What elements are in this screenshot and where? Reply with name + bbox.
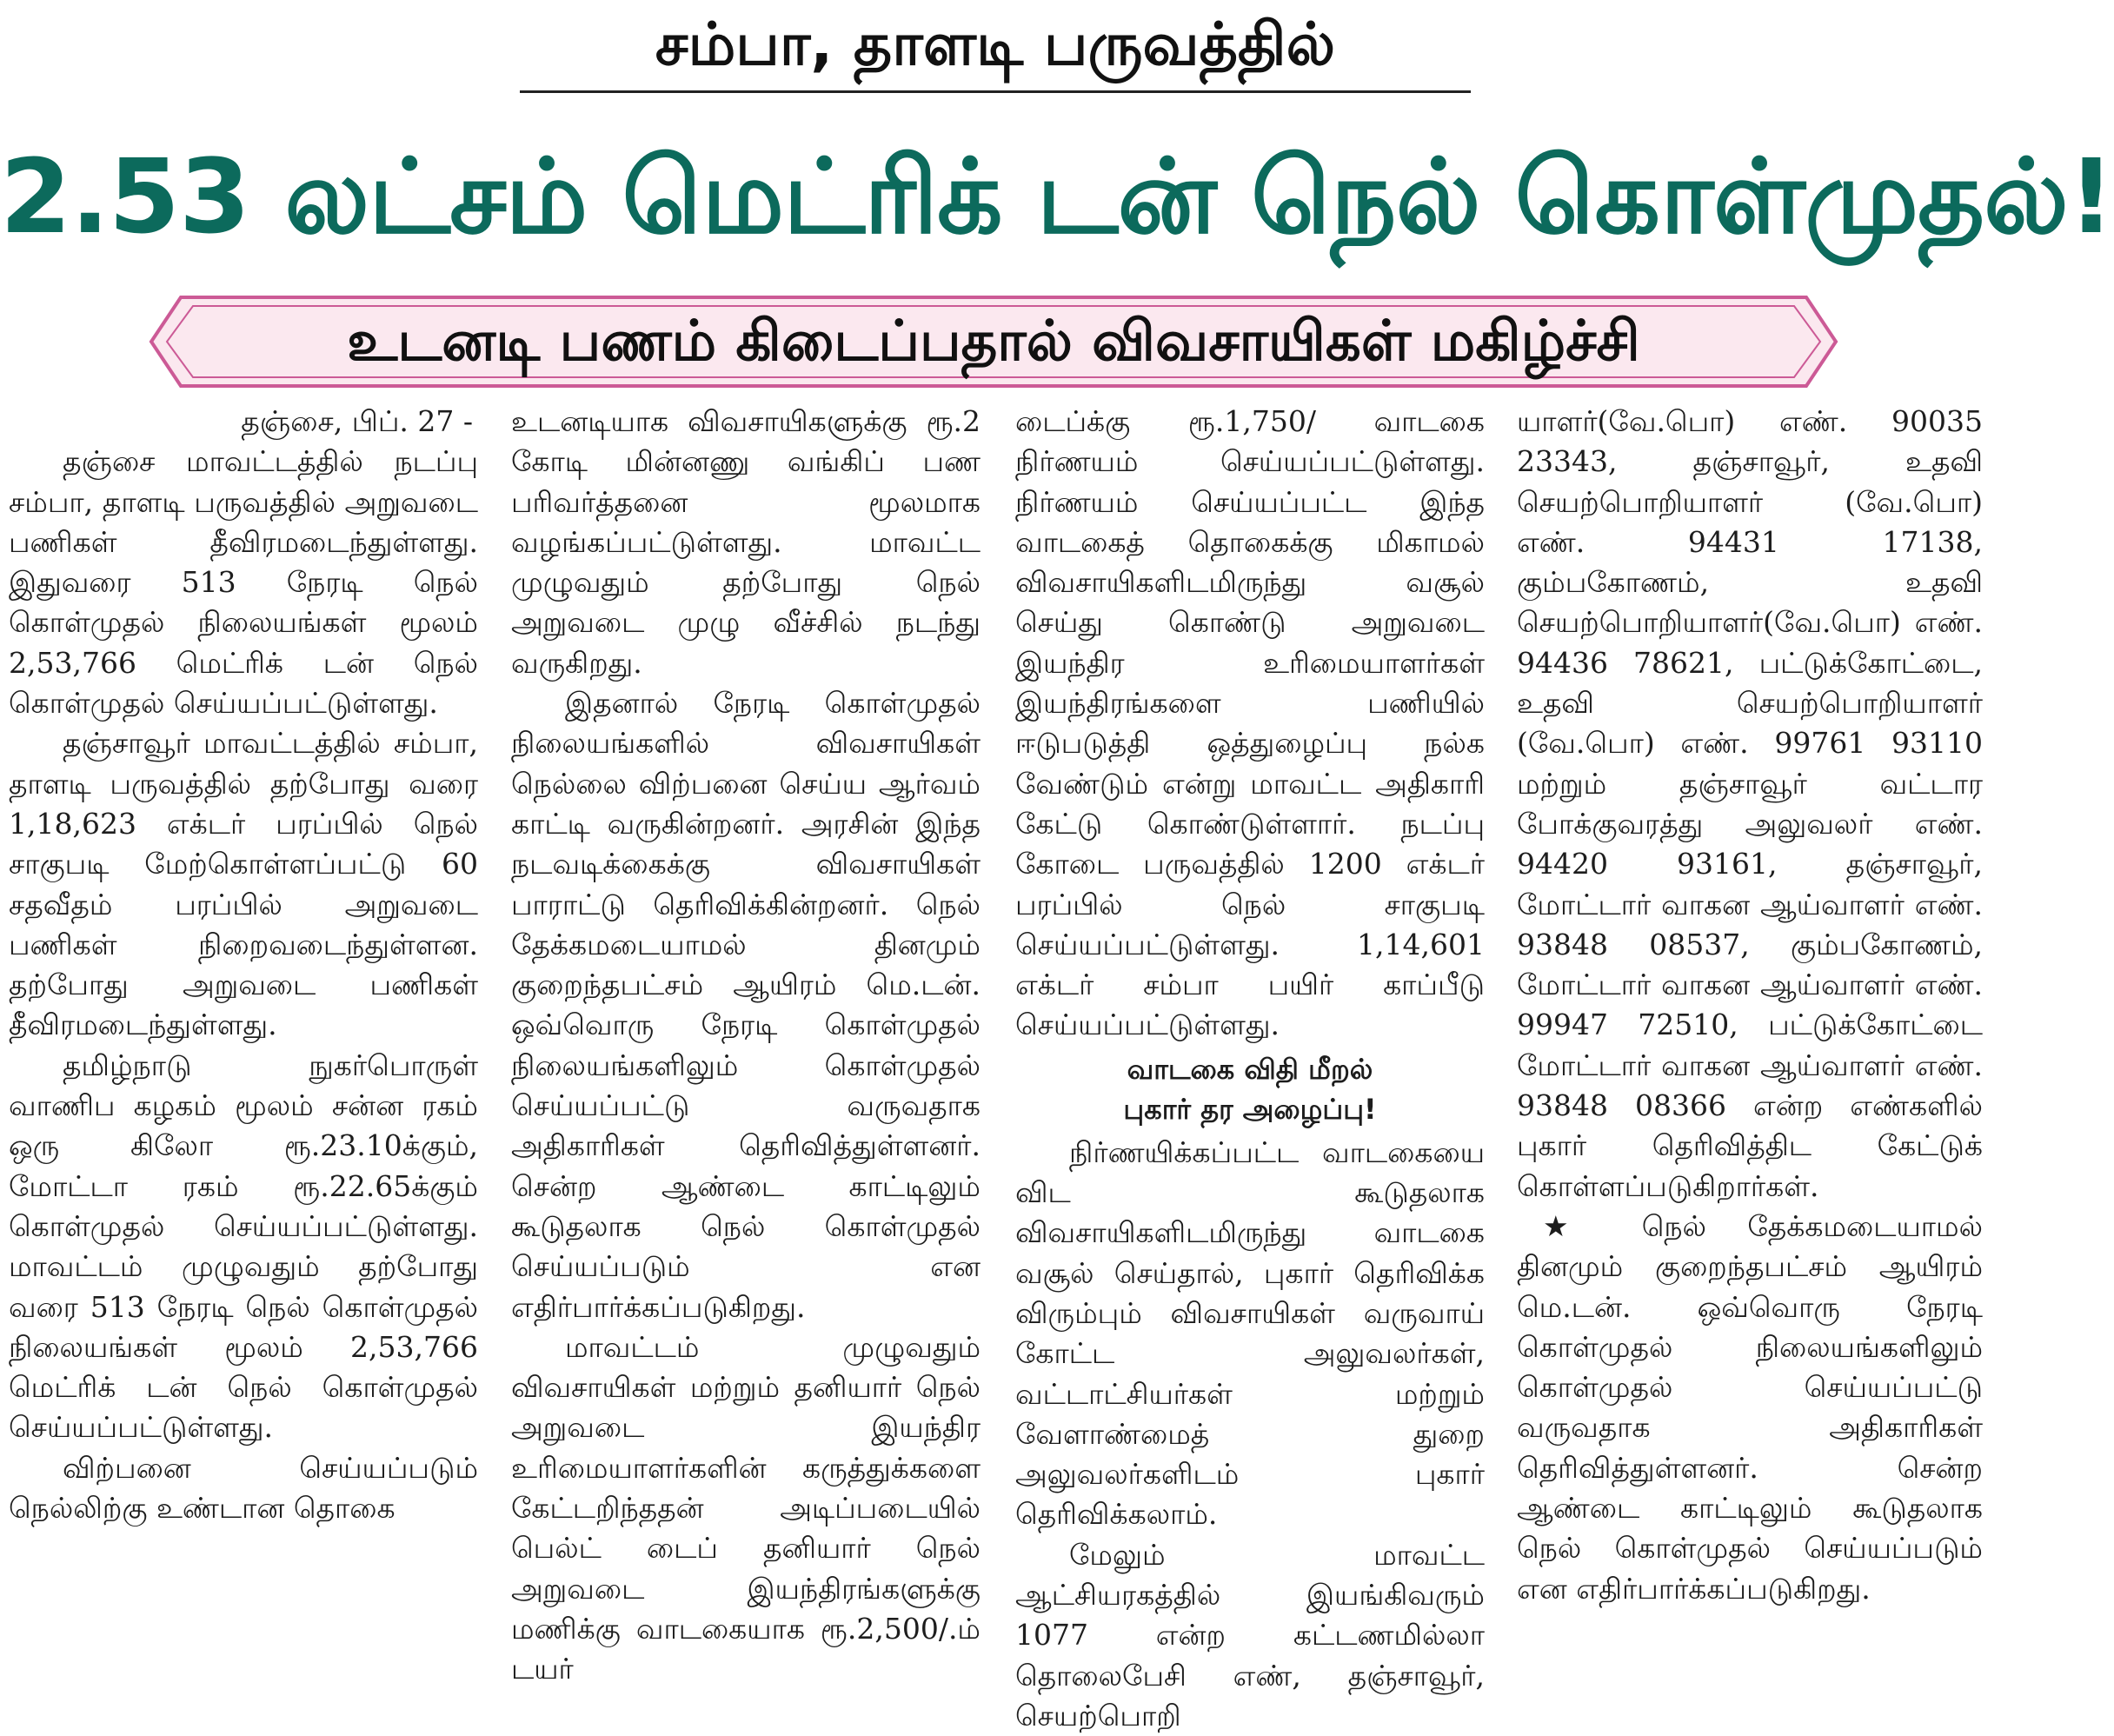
kicker-heading: சம்பா, தாளடி பருவத்தில் — [655, 10, 1336, 79]
paragraph: தமிழ்நாடு நுகர்பொருள் வாணிப கழகம் மூலம் சன்ன ரகம் ஒரு கிலோ ரூ.23.10க்கும், மோட்டா ரகம் ரூ.22.65க்கும் கொள்முதல் செய்யப்பட்டுள்ளது. மாவட்டம் முழுவதும் தற்போது வரை 513 நேரடி நெல் கொள்முதல் நிலையங்கள் மூலம் 2,53,766 மெட்ரிக் டன் நெல் கொள்முதல் செய்யப்பட்டுள்ளது. — [9, 1048, 478, 1445]
paragraph: யாளர்(வே.பொ) எண். 90035 23343, தஞ்சாவூர், உதவி செயற்பொறியாளர் (வே.பொ) எண். 94431 17138, கும்பகோணம், உதவி செயற்பொறியாளர்(வே.பொ) எண். 94436 78621, பட்டுக்கோட்டை, உதவி செயற்பொறியாளர் (வே.பொ) எண். 99761 93110 மற்றும் தஞ்சாவூர் வட்டார போக்குவரத்து அலுவலர் எண். 94420 93161, தஞ்சாவூர், மோட்டார் வாகன ஆய்வாளர் எண். 93848 08537, கும்பகோணம், மோட்டார் வாகன ஆய்வாளர் எண். 99947 72510, பட்டுக்கோட்டை மோட்டார் வாகன ஆய்வாளர் எண். 93848 08366 என்ற எண்களில் புகார் தெரிவித்திட கேட்டுக் கொள்ளப்படுகிறார்கள். — [1517, 404, 1983, 1203]
article-column-3 — [1015, 402, 1485, 1733]
paragraph: உடனடியாக விவசாயிகளுக்கு ரூ.2 கோடி மின்னணு வங்கிப் பண பரிவர்த்தனை மூலமாக வழங்கப்பட்டுள்ளது. மாவட்ட முழுவதும் தற்போது நெல் அறுவடை முழு வீச்சில் நடந்து வருகிறது. — [511, 404, 981, 680]
dateline: தஞ்சை, பிப். 27 - — [241, 404, 473, 438]
paragraph: தஞ்சாவூர் மாவட்டத்தில் சம்பா, தாளடி பருவத்தில் தற்போது வரை 1,18,623 எக்டர் பரப்பில் நெல் சாகுபடி மேற்கொள்ளப்பட்டு 60 சதவீதம் பரப்பில் அறுவடை பணிகள் நிறைவடைந்துள்ளன. தற்போது அறுவடை பணிகள் தீவிரமடைந்துள்ளது. — [9, 726, 478, 1042]
article-column-4 — [1517, 402, 1983, 1695]
main-headline: 2.53 லட்சம் மெட்ரிக் டன் நெல் கொள்முதல்! — [0, 136, 2114, 256]
kicker-underline — [520, 90, 1471, 93]
paragraph: தஞ்சை மாவட்டத்தில் நடப்பு சம்பா, தாளடி பருவத்தில் அறுவடை பணிகள் தீவிரமடைந்துள்ளது. இதுவரை 513 நேரடி நெல் கொள்முதல் நிலையங்கள் மூலம் 2,53,766 மெட்ரிக் டன் நெல் கொள்முதல் செய்யப்பட்டுள்ளது. — [9, 444, 478, 721]
paragraph: மேலும் மாவட்ட ஆட்சியரகத்தில் இயங்கிவரும் 1077 என்ற கட்டணமில்லா தொலைபேசி எண், தஞ்சாவூர், செயற்பொறி — [1015, 1537, 1485, 1733]
paragraph: நிர்ணயிக்கப்பட்ட வாடகையை விட கூடுதலாக விவசாயிகளிடமிருந்து வாடகை வசூல் செய்தால், புகார் தெரிவிக்க விரும்பும் விவசாயிகள் வருவாய் கோட்ட அலுவலர்கள், வட்டாட்சியர்கள் மற்றும் வேளாண்மைத் துறை அலுவலர்களிடம் புகார் தெரிவிக்கலாம். — [1015, 1134, 1485, 1532]
article-column-2 — [511, 402, 981, 1695]
paragraph: மாவட்டம் முழுவதும் விவசாயிகள் மற்றும் தனியார் நெல் அறுவடை இயந்திர உரிமையாளர்களின் கருத்துக்களை கேட்டறிந்ததன் அடிப்படையில் பெல்ட் டைப் தனியார் நெல் அறுவடை இயந்திரங்களுக்கு மணிக்கு வாடகையாக ரூ.2,500/.ம் டயர் — [511, 1329, 981, 1686]
paragraph: விற்பனை செய்யப்படும் நெல்லிற்கு உண்டான தொகை — [9, 1450, 478, 1526]
article-column-1 — [9, 402, 478, 1695]
subheading-line-2: புகார் தர அழைப்பு! — [1123, 1092, 1377, 1126]
paragraph: டைப்க்கு ரூ.1,750/ வாடகை நிர்ணயம் செய்யப்பட்டுள்ளது. நிர்ணயம் செய்யப்பட்ட இந்த வாடகைத் தொகைக்கு மிகாமல் விவசாயிகளிடமிருந்து வசூல் செய்து கொண்டு அறுவடை இயந்திர உரிமையாளர்கள் இயந்திரங்களை பணியில் ஈடுபடுத்தி ஒத்துழைப்பு நல்க வேண்டும் என்று மாவட்ட அதிகாரி கேட்டு கொண்டுள்ளார். நடப்பு கோடை பருவத்தில் 1200 எக்டர் பரப்பில் நெல் சாகுபடி செய்யப்பட்டுள்ளது. 1,14,601 எக்டர் சம்பா பயிர் காப்பீடு செய்யப்பட்டுள்ளது. — [1015, 404, 1485, 1042]
highlight-paragraph: ★ நெல் தேக்கமடையாமல் தினமும் குறைந்தபட்சம் ஆயிரம் மெ.டன். ஒவ்வொரு நேரடி கொள்முதல் நிலையங்களிலும் கொள்முதல் செய்யப்பட்டு வருவதாக அதிகாரிகள் தெரிவித்துள்ளனர். சென்ற ஆண்டை காட்டிலும் கூடுதலாக நெல் கொள்முதல் செய்யப்படும் என எதிர்பார்க்கப்படுகிறது. — [1517, 1208, 1983, 1606]
subhead-banner — [146, 292, 1841, 391]
subhead-text: உடனடி பணம் கிடைப்பதால் விவசாயிகள் மகிழ்ச்சி — [347, 309, 1640, 374]
paragraph: இதனால் நேரடி கொள்முதல் நிலையங்களில் விவசாயிகள் நெல்லை விற்பனை செய்ய ஆர்வம் காட்டி வருகின்றனர். அரசின் இந்த நடவடிக்கைக்கு விவசாயிகள் பாராட்டு தெரிவிக்கின்றனர். நெல் தேக்கமடையாமல் தினமும் குறைந்தபட்சம் ஆயிரம் மெ.டன். ஒவ்வொரு நேரடி கொள்முதல் நிலையங்களிலும் கொள்முதல் செய்யப்பட்டு வருவதாக அதிகாரிகள் தெரிவித்துள்ளனர். சென்ற ஆண்டை காட்டிலும் கூடுதலாக நெல் கொள்முதல் செய்யப்படும் என எதிர்பார்க்கப்படுகிறது. — [511, 686, 981, 1324]
subheading-line-1: வாடகை விதி மீறல் — [1127, 1052, 1373, 1086]
section-subheading — [1015, 1049, 1485, 1129]
